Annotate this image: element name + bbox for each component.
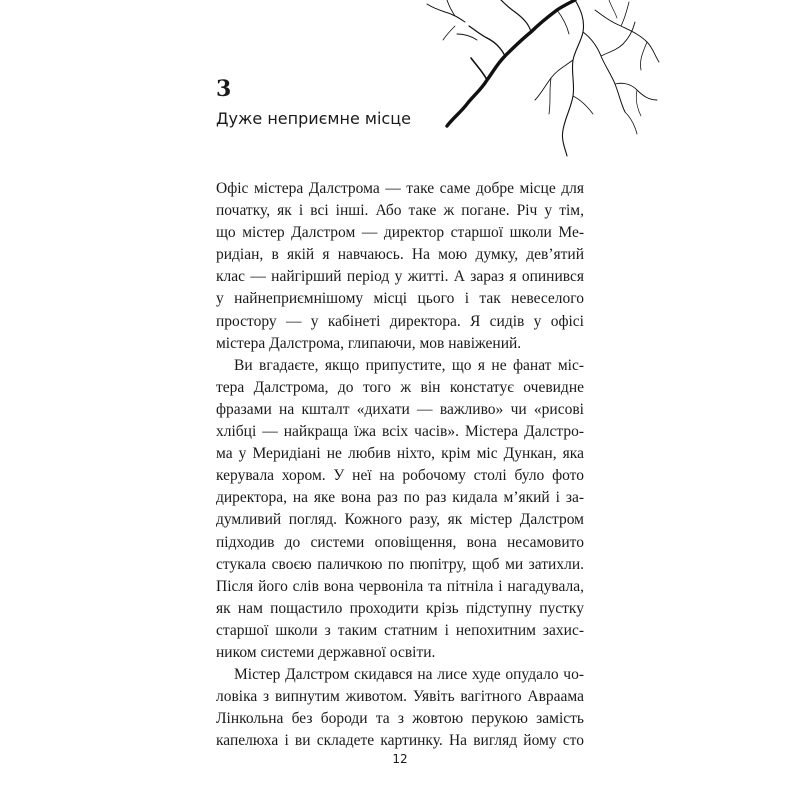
text-line: у найнеприємнішому місці цього і так невеселого <box>216 290 584 308</box>
text-line: ником системи державної освіти. <box>216 643 436 661</box>
text-line: містера Далстрома, глипаючи, мов навіжений. <box>216 334 522 352</box>
text-line: Лінкольна без бороди та з жовтою перукою замість <box>216 710 584 728</box>
text-line: стукала своєю паличкою по пюпітру, щоб ми затихли. <box>216 555 584 573</box>
text-line: фразами на кшталт «дихати — важливо» чи «рисові <box>216 400 584 418</box>
text-line: Містер Далстром скидався на лисе худе опудало чо- <box>234 666 584 684</box>
page-number: 12 <box>392 752 408 766</box>
text-line: Офіс містера Далстрома — таке саме добре місце для <box>216 180 584 197</box>
text-line: як нам пощастило проходити крізь підступну пустку <box>216 599 584 617</box>
chapter-body <box>216 178 584 752</box>
chapter-number: 3 <box>216 76 232 102</box>
text-line: Після його слів вона червоніла та пітніла і нагадувала, <box>216 577 584 595</box>
text-line: підходив до системи оповіщення, вона несамовито <box>216 533 584 551</box>
text-line: тера Далстрома, до того ж він констатує очевидне <box>216 378 584 396</box>
text-line: ридіан, в якій я навчаюсь. На мою думку, дев’ятий <box>216 246 584 264</box>
text-line: директора, на яке вона раз по раз кидала м’який і за- <box>216 489 584 507</box>
tree-branches-illustration <box>425 0 660 158</box>
chapter-title: Дуже неприємне місце <box>216 109 411 128</box>
text-line: ма у Меридіані не любив ніхто, крім міс Дункан, яка <box>216 445 584 463</box>
text-line: думливий погляд. Кожного разу, як містер Далстром <box>216 511 584 529</box>
text-line: клас — найгірший період у житті. А зараз я опинився <box>216 268 584 286</box>
text-line: капелюха і ви складете картинку. На вигляд йому сто <box>216 732 584 750</box>
text-line: хлібці — найкраща їжа всіх часів». Містера Далстро- <box>216 423 584 441</box>
text-line: початку, як і всі інші. Або таке ж погане. Річ у тім, <box>216 202 584 220</box>
text-line: керувала хором. У неї на робочому столі було фото <box>216 467 584 485</box>
text-line: простору — у кабінеті директора. Я сидів у офісі <box>216 312 584 330</box>
text-line: Ви вгадаєте, якщо припустите, що я не фанат міс- <box>234 356 584 374</box>
text-line: що містер Далстром — директор старшої школи Ме- <box>216 224 584 242</box>
text-line: старшої школи з таким статним і непохитним захис- <box>216 621 584 639</box>
text-line: ловіка з випнутим животом. Уявіть вагітного Авраама <box>216 688 584 706</box>
